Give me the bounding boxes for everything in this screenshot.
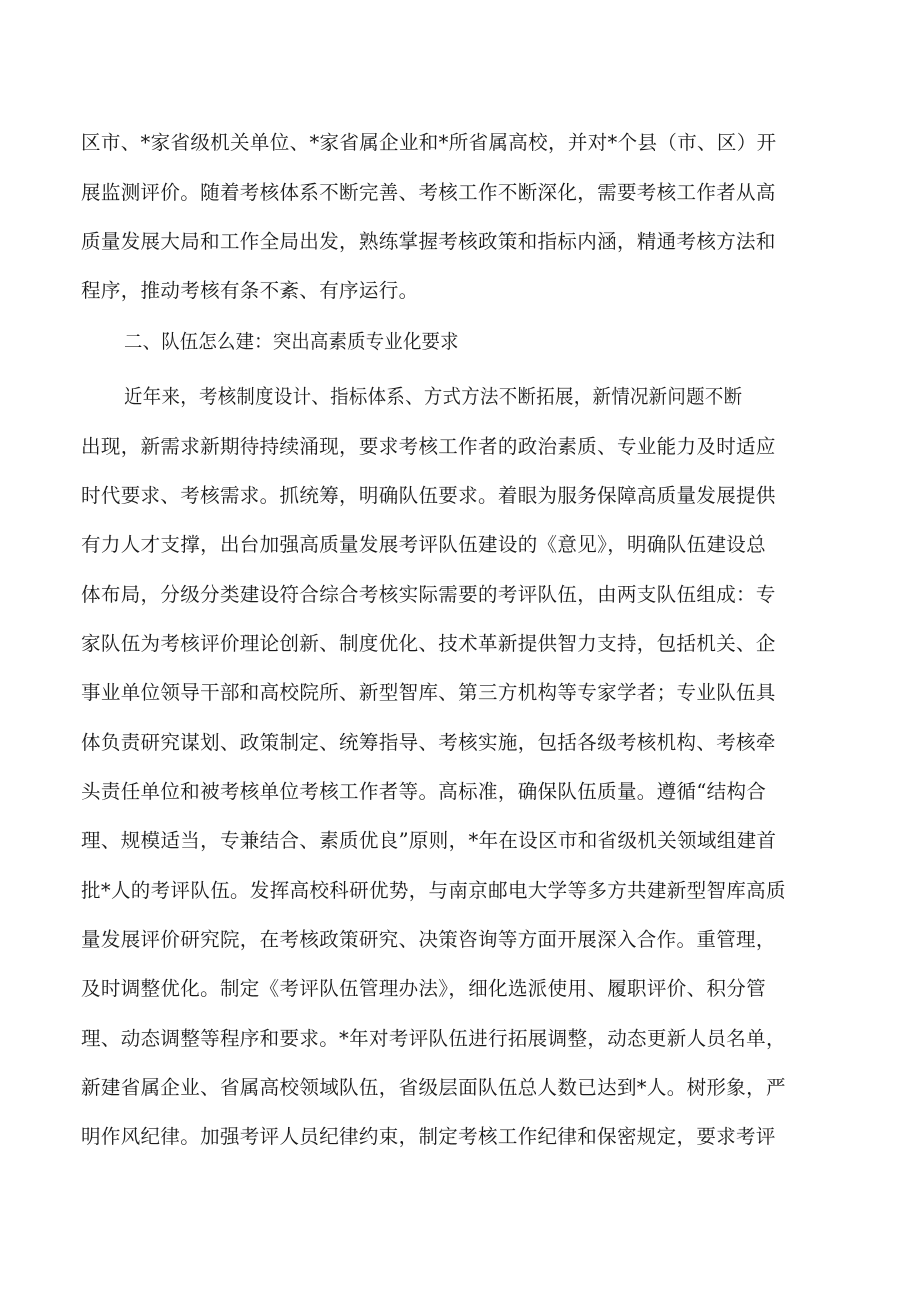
paragraph-line: 批*人的考评队伍。发挥高校科研优势，与南京邮电大学等多方共建新型智库高质 — [81, 879, 786, 902]
paragraph-line: 质量发展大局和工作全局出发，熟练掌握考核政策和指标内涵，精通考核方法和 — [81, 230, 776, 253]
paragraph-line: 区市、*家省级机关单位、*家省属企业和*所省属高校，并对*个县（市、区）开 — [81, 131, 777, 154]
paragraph-line: 时代要求、考核需求。抓统筹，明确队伍要求。着眼为服务保障高质量发展提供 — [81, 484, 776, 507]
paragraph-line: 头责任单位和被考核单位考核工作者等。高标准，确保队伍质量。遵循“结构合 — [81, 780, 767, 803]
paragraph-line: 及时调整优化。制定《考评队伍管理办法》，细化选派使用、履职评价、积分管 — [81, 977, 767, 1000]
paragraph-line: 近年来，考核制度设计、指标体系、方式方法不断拓展，新情况新问题不断 — [124, 385, 743, 408]
paragraph-line: 有力人才支撑，出台加强高质量发展考评队伍建设的《意见》，明确队伍建设总 — [81, 533, 767, 556]
paragraph-line: 明作风纪律。加强考评人员纪律约束，制定考核工作纪律和保密规定，要求考评 — [81, 1125, 776, 1148]
paragraph-line: 理、规模适当，专兼结合、素质优良”原则，*年在设区市和省级机关领域组建首 — [81, 829, 777, 852]
paragraph-line: 理、动态调整等程序和要求。*年对考评队伍进行拓展调整，动态更新人员名单， — [81, 1027, 786, 1050]
paragraph-line: 程序，推动考核有条不紊、有序运行。 — [81, 279, 419, 302]
section-heading: 二、队伍怎么建：突出高素质专业化要求 — [124, 330, 459, 353]
paragraph-line: 出现，新需求新期待持续涌现，要求考核工作者的政治素质、专业能力及时适应 — [81, 435, 776, 458]
paragraph-line: 新建省属企业、省属高校领域队伍，省级层面队伍总人数已达到*人。树形象，严 — [81, 1076, 786, 1099]
paragraph-line: 体负责研究谋划、政策制定、统筹指导、考核实施，包括各级考核机构、考核牵 — [81, 731, 776, 754]
paragraph-line: 量发展评价研究院，在考核政策研究、决策咨询等方面开展深入合作。重管理， — [81, 928, 776, 951]
paragraph-line: 体布局，分级分类建设符合综合考核实际需要的考评队伍，由两支队伍组成：专 — [81, 583, 776, 606]
paragraph-line: 展监测评价。随着考核体系不断完善、考核工作不断深化，需要考核工作者从高 — [81, 181, 776, 204]
paragraph-line: 事业单位领导干部和高校院所、新型智库、第三方机构等专家学者；专业队伍具 — [81, 681, 776, 704]
paragraph-line: 家队伍为考核评价理论创新、制度优化、技术革新提供智力支持，包括机关、企 — [81, 632, 776, 655]
